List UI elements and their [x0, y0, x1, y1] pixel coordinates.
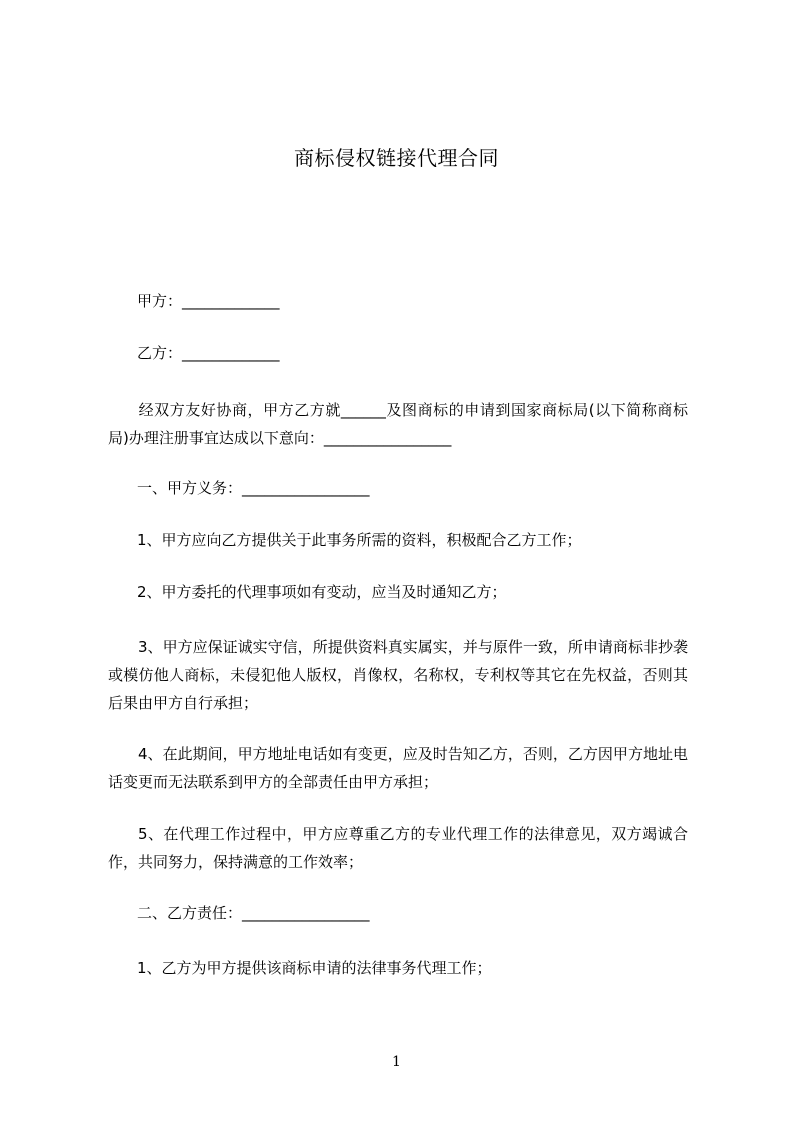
- document-title: 商标侵权链接代理合同: [294, 146, 499, 170]
- section-1-heading: 一、甲方义务：_________________: [137, 479, 370, 497]
- section-1-item-3-text: 3、甲方应保证诚实守信，所提供资料真实属实，并与原件一致，所申请商标非抄袭或模仿他人商标，未侵犯他人版权，肖像权，名称权，专利权等其它在先权益，否则其后果由甲方自行承担；: [108, 638, 688, 712]
- section-1-item-5: [108, 820, 688, 876]
- page-number: 1: [392, 1054, 401, 1070]
- intro-text: 经双方友好协商，甲方乙方就______及图商标的申请到国家商标局(以下简称商标局)办理注册事宜达成以下意向：_________________: [108, 401, 688, 447]
- section-1-item-3: [108, 633, 688, 717]
- section-1-item-1: 1、甲方应向乙方提供关于此事务所需的资料，积极配合乙方工作；: [137, 531, 582, 549]
- section-2-heading: 二、乙方责任：_________________: [137, 904, 370, 922]
- party-b-line: 乙方：_____________: [137, 344, 280, 362]
- section-1-item-4: [108, 740, 688, 796]
- party-a-line: 甲方：_____________: [137, 292, 280, 310]
- section-2-item-1: 1、乙方为甲方提供该商标申请的法律事务代理工作；: [137, 959, 492, 977]
- section-1-item-2: 2、甲方委托的代理事项如有变动，应当及时通知乙方；: [137, 583, 507, 601]
- section-1-item-4-text: 4、在此期间，甲方地址电话如有变更，应及时告知乙方，否则，乙方因甲方地址电话变更而无法联系到甲方的全部责任由甲方承担；: [108, 745, 688, 791]
- intro-paragraph: [108, 396, 688, 452]
- section-1-item-5-text: 5、在代理工作过程中，甲方应尊重乙方的专业代理工作的法律意见，双方竭诚合作，共同努力，保持满意的工作效率；: [108, 825, 688, 871]
